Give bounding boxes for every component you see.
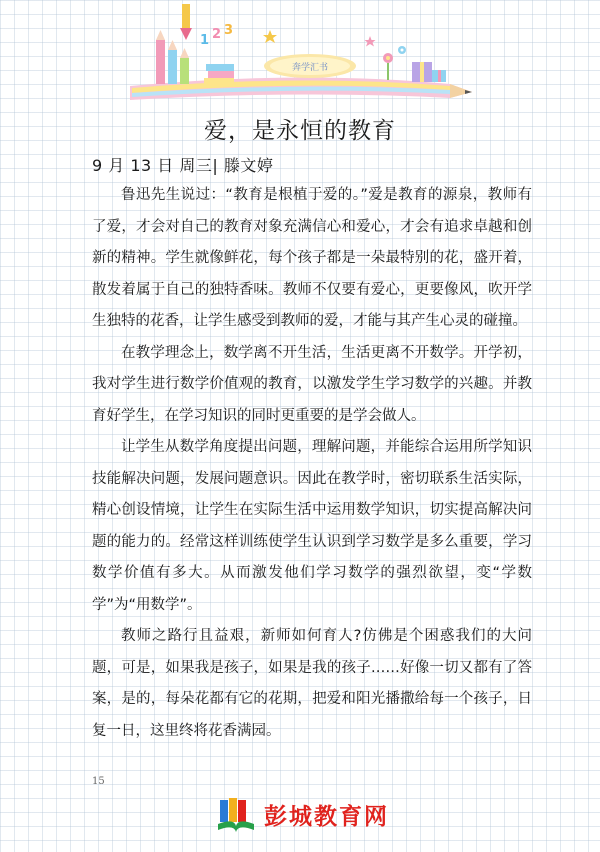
- svg-text:1: 1: [200, 33, 210, 48]
- site-logo-text: 彭城教育网: [264, 804, 389, 830]
- paragraph: 在教学理念上，数学离不开生活，生活更离不开数学。开学初，我对学生进行数学价值观的教育，以激发学生学习数学的兴趣。并教育好学生，在学习知识的同时更重要的是学会做人。: [92, 344, 532, 424]
- star-icon: [263, 30, 376, 47]
- gift-box-icon: [412, 62, 446, 82]
- book-logo-icon: [216, 796, 256, 836]
- crayon-icon: [156, 30, 189, 84]
- number-decoration: [200, 23, 233, 48]
- paragraph: 教师之路行且益艰，新师如何育人?仿佛是个困惑我们的大问题，可是，如果我是孩子，如果是我的孩子……好像一切又都有了答案，是的，每朵花都有它的花期，把爱和阳光播撒给每一个孩子，日复一日，这里终将花香满园。: [92, 628, 532, 739]
- books-icon: [204, 64, 234, 84]
- flower-icon: [383, 46, 406, 80]
- page-number: 15: [92, 776, 105, 787]
- paragraph: 鲁迅先生说过：“教育是根植于爱的。”爱是教育的源泉，教师有了爱，才会对自己的教育对象充满信心和爱心，才会有追求卓越和创新的精神。学生就像鲜花，每个孩子都是一朵最特别的花，盛开着，散发着属于自己的独特香味。教师不仅要有爱心，更要像风，吹开学生独特的花香，让学生感受到教师的爱，才能与其产生心灵的碰撞。: [92, 187, 532, 329]
- header-banner: [120, 0, 480, 104]
- site-logo: [216, 794, 416, 838]
- paint-brush-icon: [180, 4, 192, 40]
- article-body: [92, 180, 532, 747]
- paragraph: 让学生从数学角度提出问题，理解问题，并能综合运用所学知识技能解决问题，发展问题意识。因此在教学时，密切联系生活实际，精心创设情境，让学生在实际生活中运用数学知识，切实提高解决问题的能力的。经常这样训练使学生认识到学习数学是多么重要，学习数学价值有多大。从而激发他们学习数学的强烈欲望，变“学数学”为“用数学”。: [92, 439, 532, 613]
- article-title: 爱，是永恒的教育: [204, 118, 396, 144]
- svg-text:3: 3: [224, 23, 234, 38]
- svg-text:2: 2: [212, 27, 222, 42]
- date-author-line: 9 月 13 日 周三| 滕文婷: [92, 156, 274, 175]
- cloud-sign: [264, 54, 356, 78]
- banner-sign-text: 奔学汇书: [291, 63, 329, 73]
